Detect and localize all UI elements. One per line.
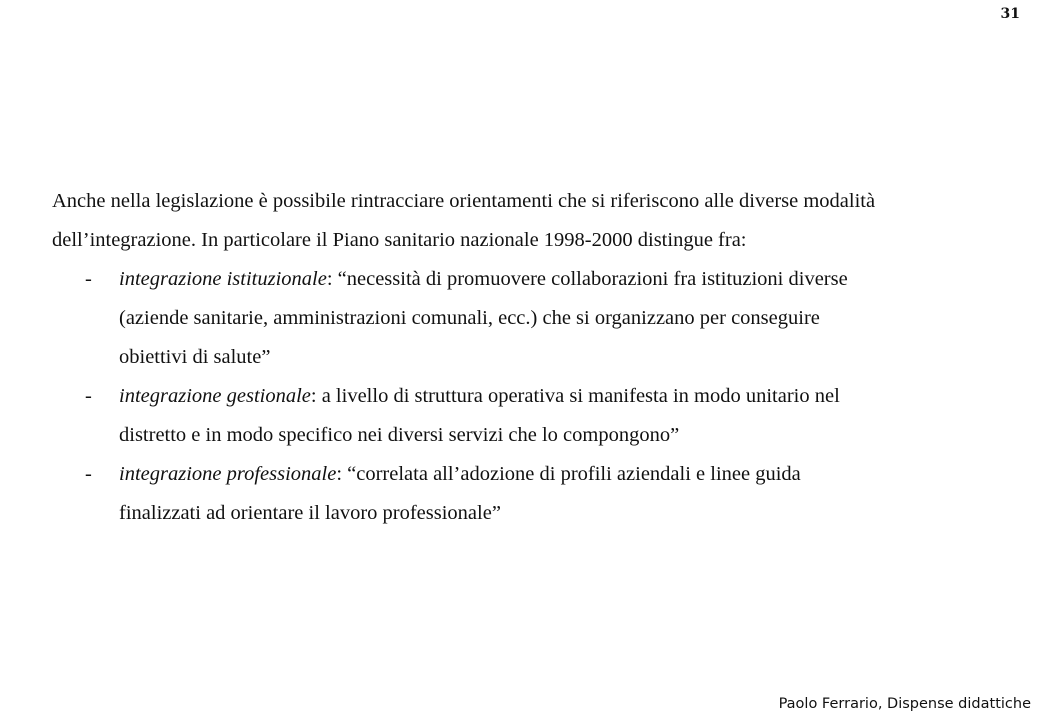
footer-credit: Paolo Ferrario, Dispense didattiche	[778, 696, 1031, 712]
list-item-line: (aziende sanitarie, amministrazioni comunali, ecc.) che si organizzano per conseguire	[119, 307, 820, 329]
list-bullet: -	[85, 385, 92, 407]
list-item-line: distretto e in modo specifico nei diversi servizi che lo compongono”	[119, 424, 680, 446]
page-number: 31	[1000, 6, 1020, 22]
list-item-term: integrazione istituzionale	[119, 268, 327, 290]
intro-line: dell’integrazione. In particolare il Piano sanitario nazionale 1998-2000 distingue fra:	[52, 229, 747, 251]
list-item-first-line	[119, 260, 992, 299]
list-item-text: : “necessità di promuovere collaborazioni fra istituzioni diverse	[326, 268, 848, 290]
list-item-line: finalizzati ad orientare il lavoro professionale”	[119, 502, 501, 524]
list-bullet: -	[85, 463, 92, 485]
list-item-term: integrazione professionale	[119, 463, 337, 485]
list-item-term: integrazione gestionale	[119, 385, 311, 407]
list-item-line: obiettivi di salute”	[119, 346, 271, 368]
list-item-first-line	[119, 455, 992, 494]
intro-paragraph	[52, 182, 992, 260]
list-item-professionale	[52, 455, 992, 533]
list-item-text: : “correlata all’adozione di profili aziendali e linee guida	[336, 463, 801, 485]
list-item-istituzionale	[52, 260, 992, 377]
integration-types-list	[52, 260, 992, 533]
list-item-text: : a livello di struttura operativa si manifesta in modo unitario nel	[310, 385, 840, 407]
list-item-gestionale	[52, 377, 992, 455]
intro-line: Anche nella legislazione è possibile rintracciare orientamenti che si riferiscono alle diverse modalità	[52, 190, 876, 212]
list-item-first-line	[119, 377, 992, 416]
document-body	[52, 182, 992, 533]
list-bullet: -	[85, 268, 92, 290]
